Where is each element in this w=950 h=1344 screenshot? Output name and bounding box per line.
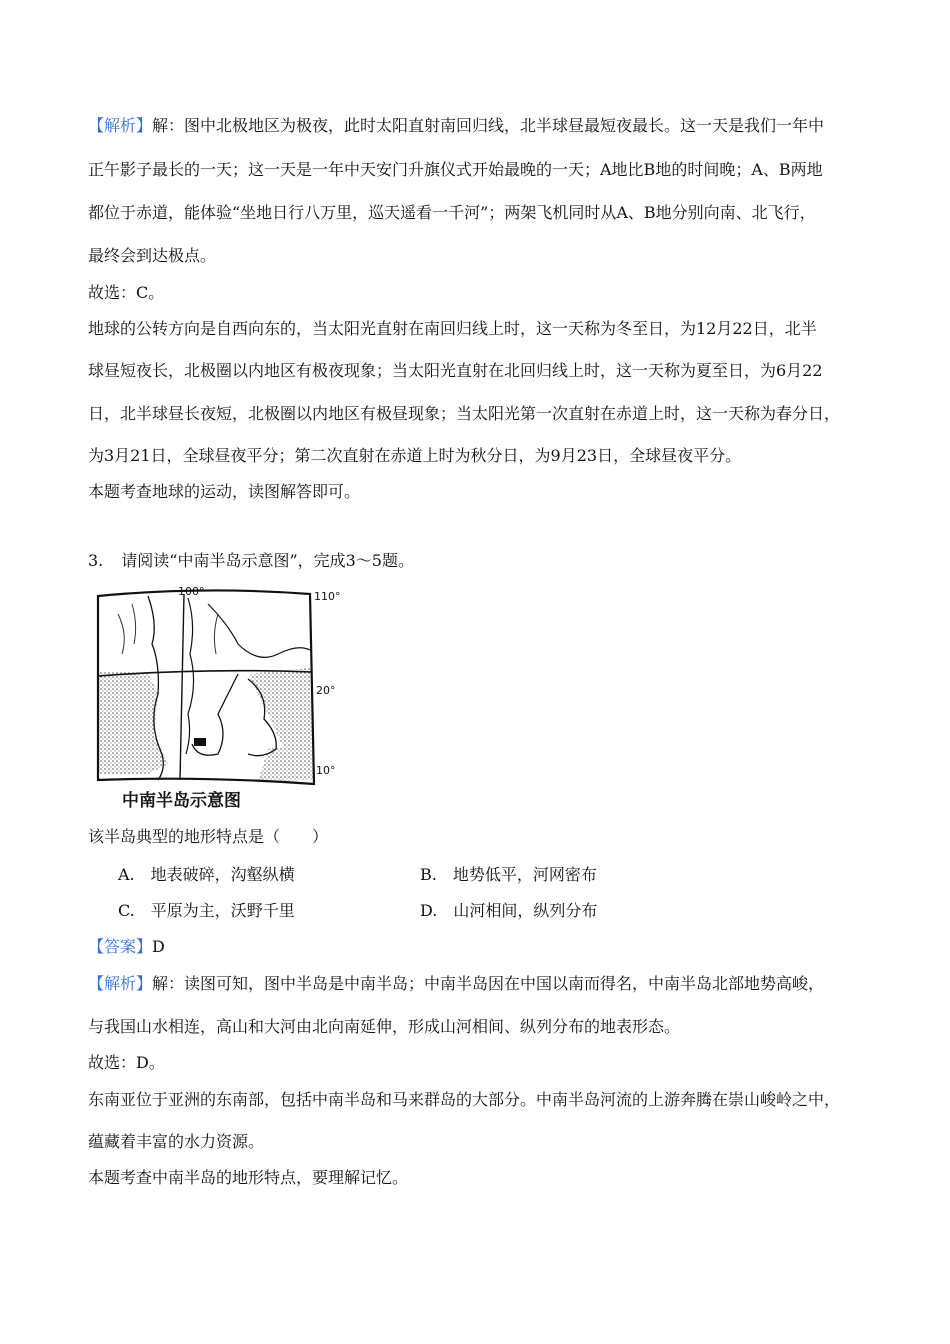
jiexi-paragraph-1 bbox=[88, 115, 824, 137]
question-number: 3. bbox=[88, 551, 104, 570]
guxuan-line: 故选：C。 bbox=[88, 283, 165, 302]
jiexi-line: 与我国山水相连，高山和大河由北向南延伸，形成山河相间、纵列分布的地表形态。 bbox=[88, 1017, 681, 1036]
indochina-map-figure bbox=[88, 584, 346, 812]
jiexi-tag: 【解析】 bbox=[88, 116, 153, 135]
question-stem: 该半岛典型的地形特点是（ ） bbox=[88, 827, 329, 846]
lon-label-100: 100° bbox=[178, 585, 205, 598]
jiexi-tag: 【解析】 bbox=[88, 974, 153, 993]
summary-line: 本题考查地球的运动，读图解答即可。 bbox=[88, 482, 361, 501]
explain-line: 日，北半球昼长夜短，北极圈以内地区有极昼现象；当太阳光第一次直射在赤道上时，这一天称为春分日， bbox=[88, 404, 841, 423]
answer-line bbox=[88, 936, 165, 958]
lon-label-110: 110° bbox=[314, 590, 341, 603]
answer-tag: 【答案】 bbox=[88, 937, 153, 956]
option-b: B. 地势低平，河网密布 bbox=[420, 865, 597, 884]
answer-value: D bbox=[152, 937, 165, 956]
question-prompt-text: 请阅读“中南半岛示意图”，完成3～5题。 bbox=[121, 551, 414, 570]
lat-label-20: 20° bbox=[316, 684, 336, 697]
jiexi-line: 都位于赤道，能体验“坐地日行八万里，巡天遥看一千河”；两架飞机同时从A、B地分别向南、北飞行， bbox=[88, 203, 816, 222]
lat-label-10: 10° bbox=[316, 764, 336, 777]
jiexi-paragraph-2 bbox=[88, 973, 824, 995]
explain-line: 东南亚位于亚洲的东南部，包括中南半岛和马来群岛的大部分。中南半岛河流的上游奔腾在崇山峻岭之中， bbox=[88, 1090, 841, 1109]
option-c: C. 平原为主，沃野千里 bbox=[118, 901, 295, 920]
summary-line: 本题考查中南半岛的地形特点，要理解记忆。 bbox=[88, 1168, 409, 1187]
guxuan-line: 故选：D。 bbox=[88, 1053, 165, 1072]
explain-line: 蕴藏着丰富的水力资源。 bbox=[88, 1132, 265, 1151]
question-3-prompt bbox=[88, 550, 414, 572]
map-title: 中南半岛示意图 bbox=[122, 791, 241, 811]
explain-line: 球昼短夜长，北极圈以内地区有极夜现象；当太阳光直射在北回归线上时，这一天称为夏至日，为6月22 bbox=[88, 361, 823, 380]
indochina-map bbox=[88, 584, 346, 812]
explain-line: 地球的公转方向是自西向东的，当太阳光直射在南回归线上时，这一天称为冬至日，为12月22日，北半 bbox=[88, 319, 817, 338]
jiexi-line: 解：图中北极地区为极夜，此时太阳直射南回归线，北半球昼最短夜最长。这一天是我们一年中 bbox=[152, 116, 825, 135]
explain-line: 为3月21日，全球昼夜平分；第二次直射在赤道上时为秋分日，为9月23日，全球昼夜平分。 bbox=[88, 446, 742, 465]
option-d: D. 山河相间，纵列分布 bbox=[420, 901, 598, 920]
jiexi-line: 正午影子最长的一天；这一天是一年中天安门升旗仪式开始最晚的一天；A地比B地的时间晚；A、B两地 bbox=[88, 160, 823, 179]
option-a: A. 地表破碎，沟壑纵横 bbox=[118, 865, 295, 884]
jiexi-line: 最终会到达极点。 bbox=[88, 246, 217, 265]
jiexi-line: 解：读图可知，图中半岛是中南半岛；中南半岛因在中国以南而得名，中南半岛北部地势高峻， bbox=[152, 974, 825, 993]
